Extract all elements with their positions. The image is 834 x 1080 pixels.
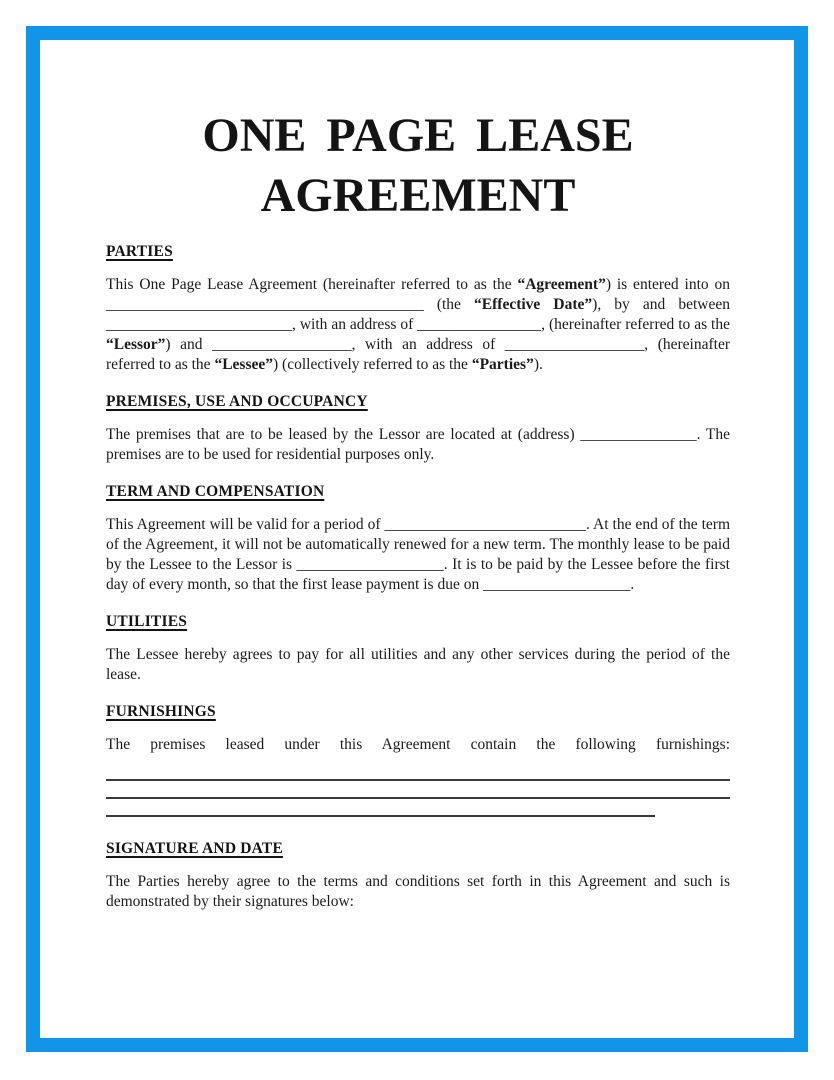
section-utilities — [106, 612, 730, 685]
section-furnishings — [106, 702, 730, 817]
section-signature-date — [106, 839, 730, 912]
section-term-compensation — [106, 482, 730, 595]
furnishings-blank-lines — [106, 763, 730, 817]
blank-writing-line — [106, 763, 730, 781]
furnishings-paragraph: The premises leased under this Agreement contain the following furnishings: — [106, 736, 730, 753]
section-heading-premises: PREMISES, USE AND OCCUPANCY — [106, 393, 368, 410]
blank-writing-line — [106, 781, 730, 799]
section-heading-term-compensation: TERM AND COMPENSATION — [106, 483, 325, 500]
blue-page-border — [26, 26, 808, 1052]
section-premises — [106, 392, 730, 465]
section-heading-utilities: UTILITIES — [106, 613, 188, 630]
document-title: ONE PAGE LEASE AGREEMENT — [202, 109, 634, 222]
signature-date-paragraph: The Parties hereby agree to the terms and conditions set forth in this Agreement and such is demonstrated by their signatures below: — [106, 873, 730, 910]
section-heading-signature-date: SIGNATURE AND DATE — [106, 840, 283, 857]
section-parties — [106, 242, 730, 375]
parties-paragraph: This One Page Lease Agreement (hereinafter referred to as the “Agreement”) is entered into on _________________________________________ (the “Effective Date”), by and between ________________________, with an address of ________________, (hereinafter referred to as the “Lessor”) and __________________, with an address of __________________, (hereinafter referred to as the “Lessee”) (collectively referred to as the “Parties”). — [106, 276, 730, 373]
section-heading-furnishings: FURNISHINGS — [106, 703, 216, 720]
blank-writing-line — [106, 799, 655, 817]
term-compensation-paragraph: This Agreement will be valid for a period of __________________________. At the end of the term of the Agreement, it will not be automatically renewed for a new term. The monthly lease to be paid by the Lessee to the Lessor is ___________________. It is to be paid by the Lessee before the first day of every month, so that the first lease payment is due on ___________________. — [106, 516, 730, 593]
section-heading-parties: PARTIES — [106, 243, 173, 260]
premises-paragraph: The premises that are to be leased by the Lessor are located at (address) _______________. The premises are to be used for residential purposes only. — [106, 426, 730, 463]
lease-document — [40, 40, 794, 912]
utilities-paragraph: The Lessee hereby agrees to pay for all utilities and any other services during the period of the lease. — [106, 646, 730, 683]
